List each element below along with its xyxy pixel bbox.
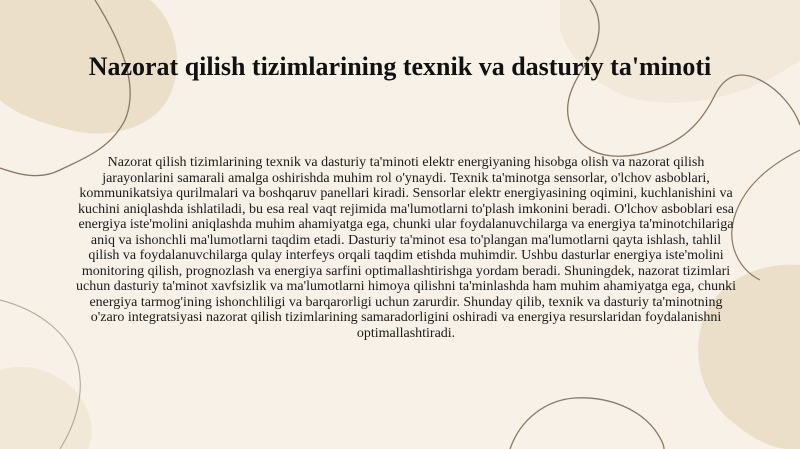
slide-title: Nazorat qilish tizimlarining texnik va dasturiy ta'minoti (88, 52, 712, 81)
curve-right-mid (732, 150, 800, 280)
slide-body-text: Nazorat qilish tizimlarining texnik va dasturiy ta'minoti elektr energiyaning hisobga olish va nazorat qilish jarayonlarini samarali amalga oshirishda muhim rol o'ynaydi. Texnik ta'minotga sensorlar, o'lchov asboblari, kommunikatsiya qurilmalari va boshqaruv panellari kiradi. Sensorlar elektr energiyasining oqimini, kuchlanishini va kuchini aniqlashda ishlatiladi, bu esa real vaqt rejimida ma'lumotlarni to'plash imkonini beradi. O'lchov asboblari esa energiya iste'molini aniqlashda muhim ahamiyatga ega, chunki ular foydalanuvchilarga va energiya ta'minotchilariga aniq va ishonchli ma'lumotlarni taqdim etadi. Dasturiy ta'minot esa to'plangan ma'lumotlarni qayta ishlash, tahlil qilish va foydalanuvchilarga qulay interfeys orqali taqdim etishda muhimdir. Ushbu dasturlar energiya iste'molini monitoring qilish, prognozlash va energiya sarfini optimallashtirishga yordam beradi. Shuningdek, nazorat tizimlari uchun dasturiy ta'minot xavfsizlik va ma'lumotlarni himoya qilishni ta'minlashda ham muhim ahamiyatga ega, chunki energiya tarmog'ining ishonchliligi va barqarorligi uchun zarurdir. Shunday qilib, texnik va dasturiy ta'minotning o'zaro integratsiyasi nazorat qilish tizimlarining samaradorligini oshiradi va energiya resurslaridan foydalanishni optimallashtiradi. (76, 155, 736, 341)
curve-bottom-right (510, 398, 664, 449)
